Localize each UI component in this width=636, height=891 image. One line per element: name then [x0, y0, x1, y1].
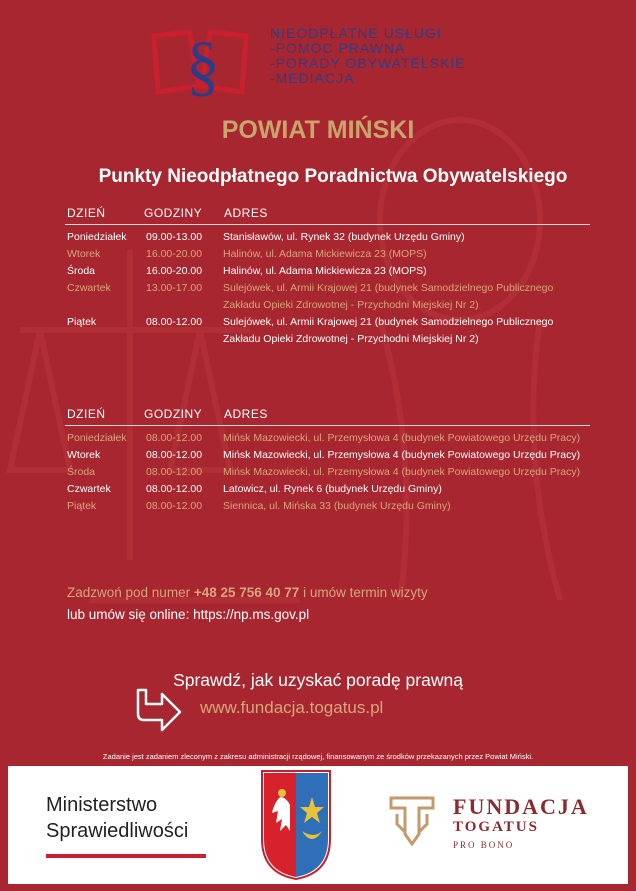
foundation-subname: TOGATUS — [453, 819, 539, 835]
table-row — [65, 464, 590, 481]
phone-prefix: Zadzwoń pod numer — [67, 585, 194, 600]
table-row — [65, 280, 590, 314]
row-hours: 08.00-12.00 — [146, 449, 203, 461]
row-day: Wtorek — [67, 449, 101, 461]
table-row — [65, 447, 590, 464]
table-header — [65, 407, 590, 426]
foundation-name: FUNDACJA — [453, 794, 589, 819]
table-row — [65, 314, 590, 348]
row-day: Czwartek — [67, 483, 111, 495]
ministry-name-line2: Sprawiedliwości — [46, 820, 189, 842]
column-hours: GODZINY — [144, 407, 203, 421]
row-address: Mińsk Mazowiecki, ul. Przemysłowa 4 (budynek Powiatowego Urzędu Pracy) — [223, 466, 581, 478]
row-hours: 08.00-12.00 — [146, 432, 203, 444]
svg-text:§: § — [186, 27, 220, 102]
ministry-logo — [46, 792, 188, 844]
service-mediation: -MEDIACJA — [270, 70, 355, 86]
row-address: Halinów, ul. Adama Mickiewicza 23 (MOPS) — [223, 265, 427, 277]
service-legal-aid: -POMOC PRAWNA — [270, 40, 406, 56]
table-row — [65, 263, 590, 280]
row-hours: 08.00-12.00 — [146, 483, 203, 495]
services-title: NIEODPŁATNE USŁUGI — [270, 25, 442, 41]
column-hours: GODZINY — [144, 206, 203, 220]
free-services-list — [270, 26, 466, 86]
foundation-pro-bono: PRO BONO — [453, 840, 515, 850]
service-civic-advice: -PORADY OBYWATELSKIE — [270, 55, 466, 71]
row-hours: 09.00-13.00 — [146, 231, 203, 243]
schedule-table-1 — [65, 206, 590, 348]
row-address: Mińsk Mazowiecki, ul. Przemysłowa 4 (budynek Powiatowego Urzędu Pracy) — [223, 432, 581, 444]
row-address: Halinów, ul. Adama Mickiewicza 23 (MOPS) — [223, 248, 427, 260]
row-day: Wtorek — [67, 248, 101, 260]
footer-logos — [8, 766, 628, 884]
table-row — [65, 498, 590, 515]
ministry-name-line1: Ministerstwo — [46, 794, 158, 816]
online-booking[interactable]: lub umów się online: https://np.ms.gov.pl — [67, 607, 310, 622]
table-row — [65, 229, 590, 246]
column-address: ADRES — [224, 206, 268, 220]
phone-suffix: i umów termin wizyty — [299, 585, 428, 600]
table-row — [65, 430, 590, 447]
row-address: Sulejówek, ul. Armii Krajowej 21 (budynek Samodzielnego Publicznego Zakładu Opieki Zdrowotnej - Przychodni Miejskiej Nr 2) — [223, 282, 554, 311]
column-address: ADRES — [224, 407, 268, 421]
row-hours: 08.00-12.00 — [146, 500, 203, 512]
row-address: Mińsk Mazowiecki, ul. Przemysłowa 4 (budynek Powiatowego Urzędu Pracy) — [223, 449, 581, 461]
row-hours: 08.00-12.00 — [146, 316, 203, 328]
row-hours: 13.00-17.00 — [146, 282, 203, 294]
check-advice-text: Sprawdź, jak uzyskać poradę prawną — [173, 670, 463, 690]
togatus-shield-icon — [389, 794, 435, 846]
funding-note: Zadanie jest zadaniem zleconym z zakresu administracji rządowej, finansowanym ze środków przekazanych przez Powiat Miński. — [102, 752, 534, 761]
row-day: Piątek — [67, 500, 97, 512]
row-hours: 16.00-20.00 — [146, 265, 203, 277]
column-day: DZIEŃ — [67, 206, 106, 220]
table-row — [65, 481, 590, 498]
table-header — [65, 206, 590, 225]
county-title: POWIAT MIŃSKI — [221, 116, 415, 144]
row-address: Siennica, ul. Mińska 33 (budynek Urzędu Gminy) — [223, 500, 451, 512]
ministry-red-bar — [46, 854, 206, 858]
page-heading: Punkty Nieodpłatnego Poradnictwa Obywatelskiego — [98, 166, 568, 187]
schedule-table-2 — [65, 407, 590, 515]
column-day: DZIEŃ — [67, 407, 106, 421]
row-address: Stanisławów, ul. Rynek 32 (budynek Urzędu Gminy) — [223, 231, 465, 243]
phone-number[interactable]: +48 25 756 40 77 — [193, 585, 300, 600]
foundation-url-link[interactable]: www.fundacja.togatus.pl — [200, 698, 384, 717]
row-address: Sulejówek, ul. Armii Krajowej 21 (budynek Samodzielnego Publicznego Zakładu Opieki Zdrowotnej - Przychodni Miejskiej Nr 2) — [223, 316, 554, 345]
phone-line — [67, 585, 428, 600]
row-day: Piątek — [67, 316, 97, 328]
paragraph-book-logo — [150, 22, 250, 102]
arrow-right-icon — [132, 684, 184, 734]
county-coat-of-arms-icon — [260, 769, 332, 881]
row-day: Czwartek — [67, 282, 111, 294]
row-day: Środa — [67, 265, 96, 277]
row-day: Poniedziałek — [67, 432, 127, 444]
table-row — [65, 246, 590, 263]
row-address: Latowicz, ul. Rynek 6 (budynek Urzędu Gminy) — [223, 483, 442, 495]
row-hours: 08.00-12.00 — [146, 466, 203, 478]
row-hours: 16.00-20.00 — [146, 248, 203, 260]
row-day: Poniedziałek — [67, 231, 127, 243]
row-day: Środa — [67, 466, 96, 478]
